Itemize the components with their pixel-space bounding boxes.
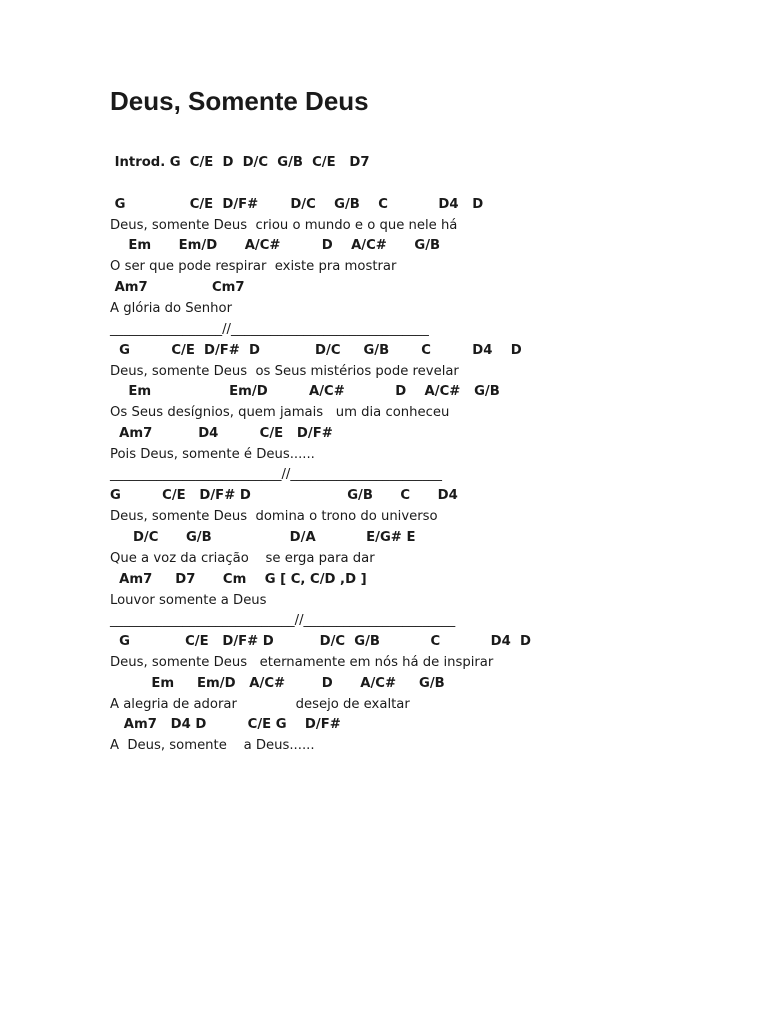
chord-line: Am7 D4 D C/E G D/F# [110, 717, 341, 732]
chord-line: Am7 D7 Cm G [ C, C/D ,D ] [110, 572, 367, 587]
lyric-line: A Deus, somente a Deus...... [110, 738, 315, 753]
lyric-line: A alegria de adorar desejo de exaltar [110, 697, 410, 712]
chord-line: Em Em/D A/C# D A/C# G/B [110, 238, 441, 253]
lyric-line: Que a voz da criação se erga para dar [110, 551, 375, 566]
section-separator: __________________________//_______________________ [110, 467, 442, 482]
lyric-line: Louvor somente a Deus [110, 593, 267, 608]
chord-line: G C/E D/F# D G/B C D4 [110, 488, 458, 503]
chord-line: G C/E D/F# D D/C G/B C D4 D [110, 343, 522, 358]
chord-line: G C/E D/F# D/C G/B C D4 D [110, 197, 484, 212]
section-separator: _________________//______________________________ [110, 322, 429, 337]
intro-chord-line: Introd. G C/E D D/C G/B C/E D7 [110, 155, 370, 170]
chord-line: Am7 Cm7 [110, 280, 245, 295]
lyric-line: Deus, somente Deus criou o mundo e o que nele há [110, 218, 458, 233]
lyric-line: Deus, somente Deus os Seus mistérios pode revelar [110, 364, 459, 379]
lyric-line: O ser que pode respirar existe pra mostrar [110, 259, 397, 274]
lyric-line: Pois Deus, somente é Deus...... [110, 447, 315, 462]
lyric-line: Deus, somente Deus eternamente em nós há de inspirar [110, 655, 494, 670]
song-title: Deus, Somente Deus [110, 86, 369, 116]
lyric-line: Os Seus desígnios, quem jamais um dia conheceu [110, 405, 450, 420]
lyric-line: A glória do Senhor [110, 301, 232, 316]
chord-line: Am7 D4 C/E D/F# [110, 426, 333, 441]
chord-line: D/C G/B D/A E/G# E [110, 530, 416, 545]
chord-line: Em Em/D A/C# D A/C# G/B [110, 384, 500, 399]
lyric-line: Deus, somente Deus domina o trono do universo [110, 509, 438, 524]
chord-line: Em Em/D A/C# D A/C# G/B [110, 676, 445, 691]
chord-line: G C/E D/F# D D/C G/B C D4 D [110, 634, 531, 649]
section-separator: ____________________________//_______________________ [110, 613, 456, 628]
